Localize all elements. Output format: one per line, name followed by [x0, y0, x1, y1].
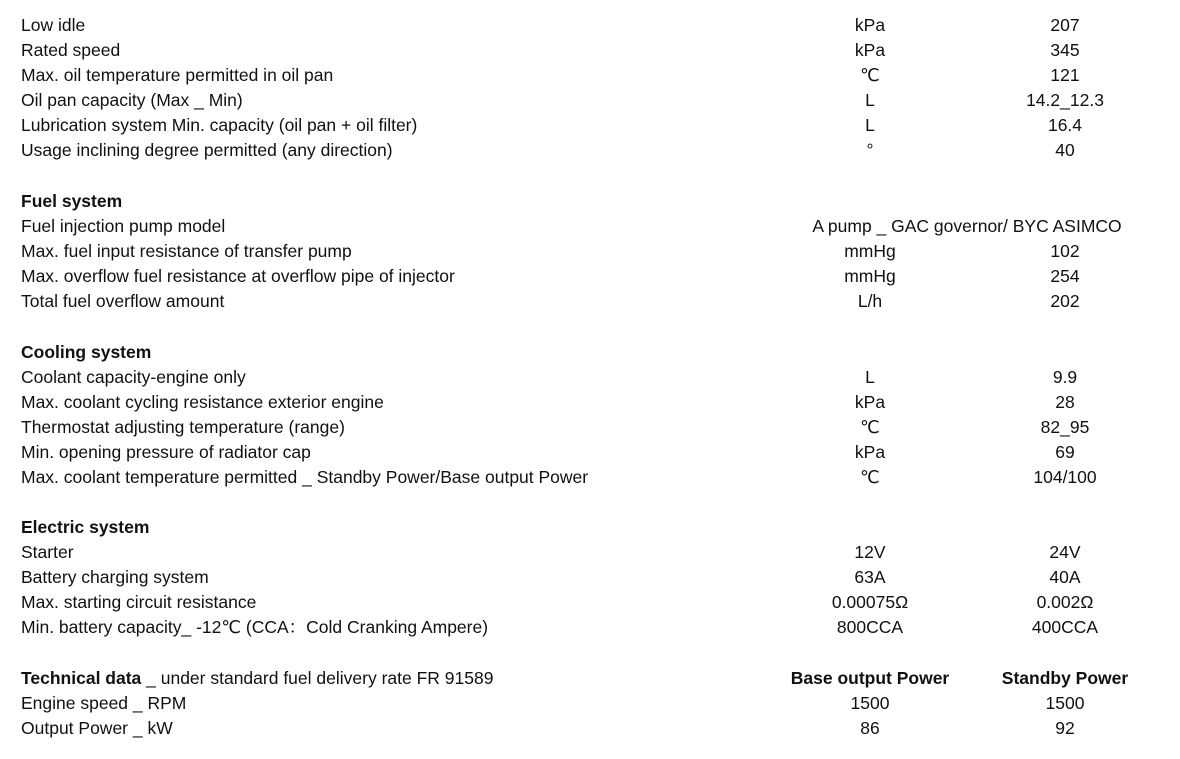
row-value: 16.4 [1047, 115, 1083, 135]
spec-row-coolant-capacity [0, 365, 1180, 390]
row-value-12v: 12V [854, 542, 886, 562]
spec-row-coolant-cycling-resistance [0, 390, 1180, 415]
spec-row-battery-charging [0, 565, 1180, 590]
row-value: 254 [1050, 266, 1080, 286]
row-value: 28 [1055, 392, 1075, 412]
spec-row-max-coolant-temperature [0, 465, 1180, 490]
row-label: Min. battery capacity_ -12℃ (CCA：Cold Cranking Ampere) [21, 617, 489, 637]
spec-row-overflow-resistance [0, 264, 1180, 289]
row-label: Engine speed _ RPM [21, 693, 187, 713]
row-unit: mmHg [844, 241, 896, 261]
row-label: Output Power _ kW [21, 718, 173, 738]
section-title-rest: _ under standard fuel delivery rate FR 91589 [141, 668, 494, 688]
spec-row-radiator-cap-pressure [0, 440, 1180, 465]
row-value-12v: 63A [854, 567, 886, 587]
row-value-12v: 800CCA [836, 617, 904, 637]
spec-row-rated-speed [0, 38, 1180, 63]
row-value: 9.9 [1052, 367, 1078, 387]
row-value: 102 [1050, 241, 1080, 261]
row-unit: kPa [854, 442, 886, 462]
row-value: A pump _ GAC governor/ BYC ASIMCO [812, 216, 1122, 236]
row-unit: kPa [854, 15, 886, 35]
row-value-24v: 24V [1049, 542, 1081, 562]
section-title: Cooling system [21, 342, 152, 362]
spec-row-output-power [0, 716, 1180, 741]
row-label: Max. oil temperature permitted in oil pan [21, 65, 334, 85]
row-unit: L [865, 367, 875, 387]
row-label: Total fuel overflow amount [21, 291, 225, 311]
spec-row-inclining-degree [0, 138, 1180, 163]
spec-row-starter [0, 540, 1180, 565]
row-value: 40 [1055, 140, 1075, 160]
row-label: Rated speed [21, 40, 121, 60]
row-unit: L/h [857, 291, 883, 311]
row-unit: ℃ [860, 467, 880, 487]
section-heading-technical-data [0, 666, 1180, 691]
row-unit: kPa [854, 392, 886, 412]
row-value-24v: 40A [1049, 567, 1081, 587]
row-label: Usage inclining degree permitted (any direction) [21, 140, 393, 160]
row-value: 104/100 [1033, 467, 1097, 487]
row-unit: mmHg [844, 266, 896, 286]
spec-row-low-idle [0, 13, 1180, 38]
row-label: Thermostat adjusting temperature (range) [21, 417, 345, 437]
row-label: Low idle [21, 15, 86, 35]
row-unit: ℃ [860, 65, 880, 85]
row-label: Max. coolant cycling resistance exterior engine [21, 392, 384, 412]
row-label: Max. starting circuit resistance [21, 592, 257, 612]
row-value: 82_95 [1040, 417, 1090, 437]
row-value-24v: 0.002Ω [1036, 592, 1094, 612]
row-label: Max. coolant temperature permitted _ Standby Power/Base output Power [21, 467, 589, 487]
spec-row-fuel-overflow-amount [0, 289, 1180, 314]
row-label: Starter [21, 542, 74, 562]
row-label: Max. overflow fuel resistance at overflow pipe of injector [21, 266, 455, 286]
row-label: Battery charging system [21, 567, 209, 587]
section-title [21, 666, 493, 691]
spec-row-starting-circuit-resistance [0, 590, 1180, 615]
row-value: 345 [1050, 40, 1080, 60]
column-header-base-output-power: Base output Power [790, 668, 950, 688]
row-value: 69 [1055, 442, 1075, 462]
row-value: 207 [1050, 15, 1080, 35]
row-value: 121 [1050, 65, 1080, 85]
row-label: Min. opening pressure of radiator cap [21, 442, 311, 462]
spec-row-fuel-pump-model [0, 214, 1180, 239]
row-value-base: 86 [860, 718, 880, 738]
row-value-24v: 400CCA [1031, 617, 1099, 637]
row-value-12v: 0.00075Ω [831, 592, 909, 612]
row-label: Coolant capacity-engine only [21, 367, 246, 387]
section-title: Fuel system [21, 191, 123, 211]
row-value: 14.2_12.3 [1026, 90, 1104, 110]
row-label: Lubrication system Min. capacity (oil pan + oil filter) [21, 115, 418, 135]
row-unit: ° [866, 140, 874, 160]
row-unit: kPa [854, 40, 886, 60]
section-heading-fuel-system [0, 189, 1180, 214]
row-value-standby: 92 [1055, 718, 1075, 738]
spec-row-fuel-input-resistance [0, 239, 1180, 264]
row-label: Oil pan capacity (Max _ Min) [21, 90, 243, 110]
spec-row-oil-pan-capacity [0, 88, 1180, 113]
row-label: Fuel injection pump model [21, 216, 226, 236]
section-title: Electric system [21, 517, 150, 537]
column-header-standby-power: Standby Power [1001, 668, 1129, 688]
row-unit: ℃ [860, 417, 880, 437]
spec-row-engine-speed [0, 691, 1180, 716]
section-title-bold: Technical data [21, 668, 142, 688]
row-value-standby: 1500 [1045, 693, 1085, 713]
section-heading-cooling-system [0, 340, 1180, 365]
spec-row-battery-capacity [0, 615, 1180, 640]
section-heading-electric-system [0, 515, 1180, 540]
spec-row-max-oil-temp [0, 63, 1180, 88]
row-unit: L [865, 115, 875, 135]
spec-row-thermostat-temperature [0, 415, 1180, 440]
row-label: Max. fuel input resistance of transfer pump [21, 241, 352, 261]
row-value: 202 [1050, 291, 1080, 311]
row-value-base: 1500 [850, 693, 890, 713]
row-unit: L [865, 90, 875, 110]
spec-row-lubrication-min-capacity [0, 113, 1180, 138]
